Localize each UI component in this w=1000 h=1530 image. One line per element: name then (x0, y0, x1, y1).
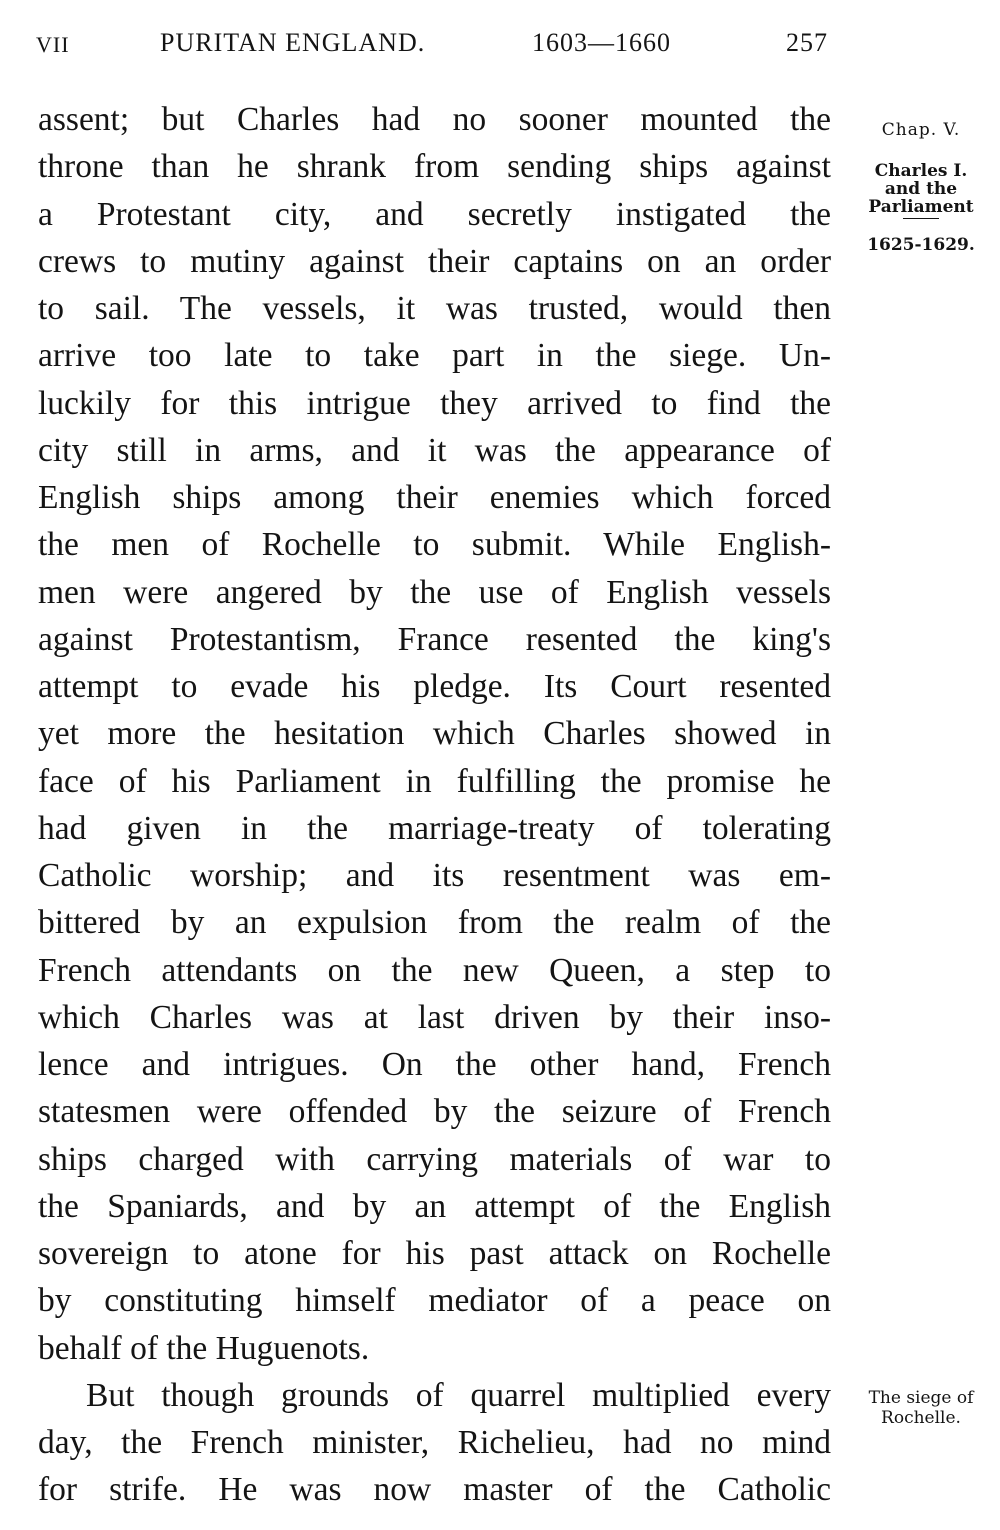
text-line: arrive too late to take part in the siege. Un- (38, 337, 831, 375)
text-line: statesmen were offended by the seizure of French (38, 1093, 831, 1131)
text-line: behalf of the Huguenots. (38, 1329, 370, 1367)
text-line: the men of Rochelle to submit. While English- (38, 526, 831, 564)
text-line: had given in the marriage-treaty of tolerating (38, 809, 831, 847)
sidenote-years: 1625-1629. (867, 235, 975, 255)
text-line: against Protestantism, France resented the king's (38, 620, 831, 658)
text-line: French attendants on the new Queen, a step to (38, 951, 831, 989)
sidenote-topic-line: and the (884, 179, 958, 199)
text-line: yet more the hesitation which Charles showed in (38, 715, 831, 753)
body-text (38, 96, 831, 1514)
sidenote-siege (846, 1388, 996, 1428)
text-line: But though grounds of quarrel multiplied every (86, 1376, 831, 1414)
text-line: a Protestant city, and secretly instigated the (38, 195, 831, 233)
text-line: crews to mutiny against their captains on an order (38, 242, 831, 280)
sidenote-siege-line: Rochelle. (881, 1408, 961, 1428)
text-line: sovereign to atone for his past attack on Rochelle (38, 1235, 831, 1272)
running-head-title: PURITAN ENGLAND. (160, 28, 426, 57)
text-line: men were angered by the use of English vessels (38, 573, 831, 611)
text-line: the Spaniards, and by an attempt of the English (38, 1187, 831, 1225)
text-line: for strife. He was now master of the Catholic (38, 1471, 831, 1509)
text-line: face of his Parliament in fulfilling the promise he (38, 762, 831, 800)
page-number: 257 (786, 28, 828, 57)
text-line: by constituting himself mediator of a peace on (38, 1282, 831, 1320)
running-head (36, 28, 836, 68)
text-line: to sail. The vessels, it was trusted, would then (38, 290, 831, 327)
text-line: throne than he shrank from sending ships against (38, 148, 831, 186)
text-line: bittered by an expulsion from the realm of the (38, 904, 831, 942)
sidenote-siege-line: The siege of (868, 1388, 974, 1408)
sidenote-topic-line: Parliament (868, 197, 974, 217)
sidenote-chapter (846, 118, 996, 255)
sidenote-topic-line: Charles I. (874, 161, 968, 181)
text-line: lence and intrigues. On the other hand, French (38, 1046, 831, 1083)
text-line: English ships among their enemies which forced (38, 479, 831, 516)
sidenote-rule (903, 218, 939, 219)
text-line: which Charles was at last driven by their inso- (38, 998, 831, 1036)
running-head-chapter: VII (36, 32, 70, 57)
text-line: city still in arms, and it was the appearance of (38, 431, 831, 469)
sidenote-chapter-label: Chap. V. (881, 120, 961, 140)
running-head-years: 1603—1660 (532, 28, 671, 57)
text-line: Catholic worship; and its resentment was em- (38, 857, 831, 894)
text-line: attempt to evade his pledge. Its Court resented (38, 668, 831, 705)
text-line: assent; but Charles had no sooner mounted the (38, 101, 831, 138)
text-line: luckily for this intrigue they arrived to find the (38, 384, 831, 422)
text-line: ships charged with carrying materials of war to (38, 1140, 831, 1178)
text-line: day, the French minister, Richelieu, had no mind (38, 1424, 831, 1461)
